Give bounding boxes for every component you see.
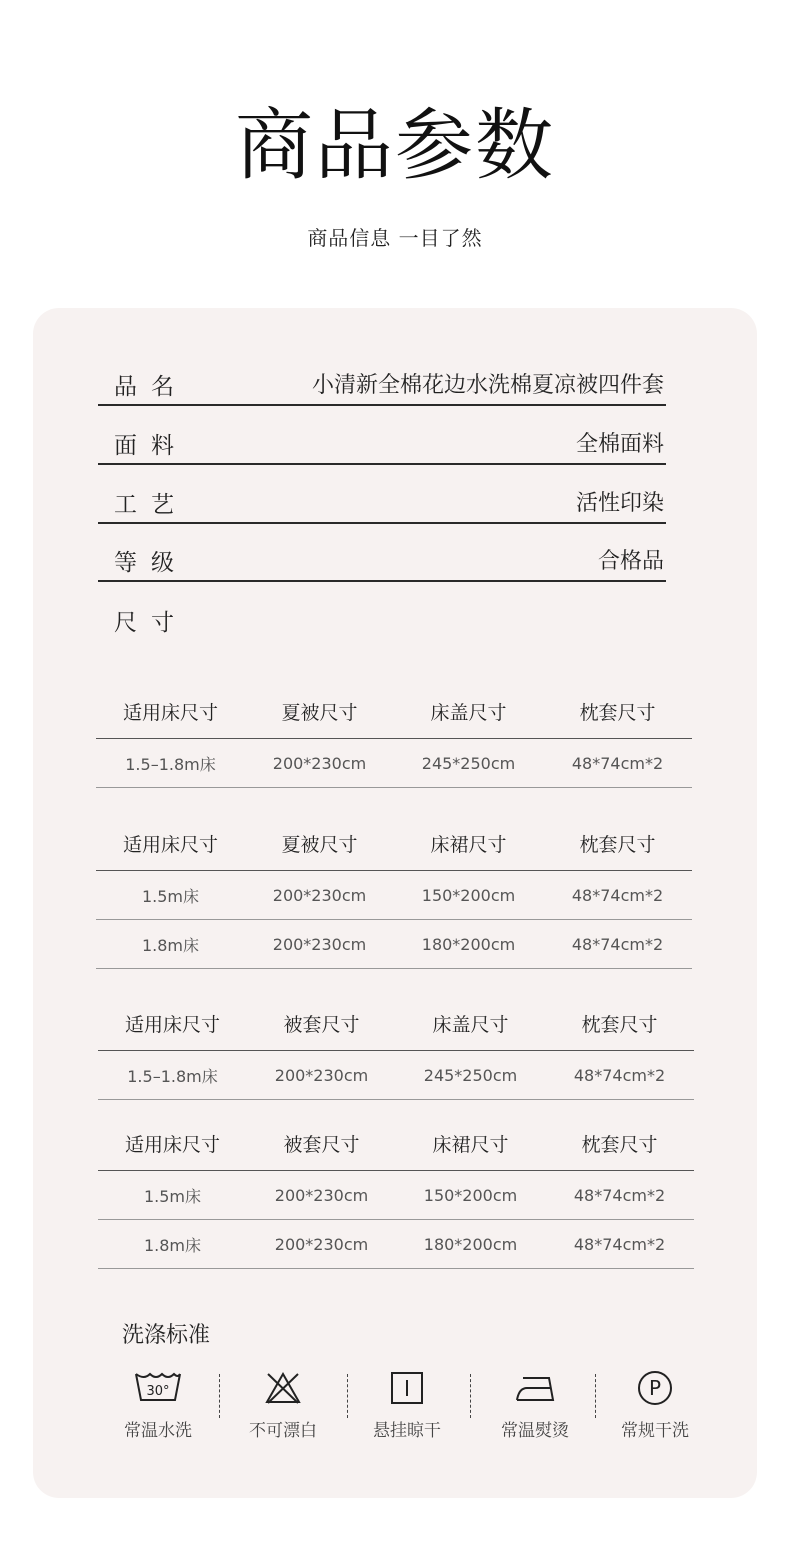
table-cell: 245*250cm [423,1065,518,1085]
table-header-cell: 被套尺寸 [283,1133,360,1156]
table-header-cell: 枕套尺寸 [579,701,656,724]
wash-item-dry-clean [600,1368,710,1448]
table-header-cell: 床盖尺寸 [432,1013,509,1036]
wash-30-icon [103,1368,213,1408]
wash-label: 常温水洗 [124,1421,192,1441]
wash-temp-badge: 30° [146,1384,170,1399]
table-row [96,871,692,920]
size-table-2 [96,812,692,969]
table-header-row [98,992,694,1051]
wash-label: 常温熨烫 [501,1421,569,1441]
table-row [96,739,692,788]
table-header-cell: 枕套尺寸 [581,1013,658,1036]
table-row [98,1171,694,1220]
table-header-row [96,680,692,739]
param-row-name [98,360,666,406]
table-cell: 245*250cm [421,753,516,773]
table-cell: 150*200cm [423,1185,518,1205]
table-cell: 48*74cm*2 [573,1065,666,1085]
table-cell: 180*200cm [423,1234,518,1254]
param-value: 全棉面料 [575,432,664,457]
param-row-size [98,596,666,640]
wash-item-iron [480,1368,590,1448]
table-cell: 48*74cm*2 [571,885,664,905]
table-cell: 48*74cm*2 [571,934,664,954]
table-cell: 180*200cm [421,934,516,954]
table-cell: 1.5m床 [143,1186,202,1206]
table-cell: 200*230cm [274,1185,369,1205]
table-header-cell: 适用床尺寸 [122,701,218,724]
size-table-1 [96,680,692,788]
table-header-cell: 适用床尺寸 [122,833,218,856]
param-value: 合格品 [597,549,664,574]
table-cell: 200*230cm [274,1234,369,1254]
table-row [98,1051,694,1100]
table-cell: 48*74cm*2 [571,753,664,773]
param-label: 等级 [114,550,188,576]
table-header-cell: 夏被尺寸 [281,701,358,724]
no-bleach-icon [228,1368,338,1408]
wash-label: 常规干洗 [621,1421,689,1441]
size-table-4 [98,1112,694,1269]
table-cell: 1.8m床 [143,1235,202,1255]
page-title: 商品参数 [234,101,555,191]
table-cell: 200*230cm [274,1065,369,1085]
param-label: 品名 [114,374,188,400]
page-subtitle: 商品信息 一目了然 [307,226,483,250]
table-cell: 1.8m床 [141,935,200,955]
wash-divider [219,1374,220,1418]
table-cell: 200*230cm [272,934,367,954]
size-table-3 [98,992,694,1100]
wash-divider [347,1374,348,1418]
param-value: 活性印染 [575,491,664,516]
wash-item-no-bleach [228,1368,338,1448]
param-row-craft [98,478,666,524]
table-header-cell: 床盖尺寸 [430,701,507,724]
table-cell: 200*230cm [272,753,367,773]
param-row-grade [98,536,666,582]
table-header-cell: 夏被尺寸 [281,833,358,856]
param-value: 小清新全棉花边水洗棉夏凉被四件套 [311,373,664,398]
table-cell: 1.5–1.8m床 [125,754,216,774]
line-dry-icon [352,1368,462,1408]
table-header-row [98,1112,694,1171]
table-header-cell: 枕套尺寸 [581,1133,658,1156]
table-header-cell: 床裙尺寸 [432,1133,509,1156]
iron-icon [480,1368,590,1408]
table-row [96,920,692,969]
param-label: 工艺 [114,492,188,518]
table-header-cell: 适用床尺寸 [124,1133,220,1156]
wash-divider [470,1374,471,1418]
table-header-row [96,812,692,871]
table-cell: 200*230cm [272,885,367,905]
wash-label: 悬挂晾干 [373,1421,441,1441]
table-cell: 48*74cm*2 [573,1185,666,1205]
table-cell: 48*74cm*2 [573,1234,666,1254]
washing-title: 洗涤标准 [122,1323,211,1348]
wash-item-normal-wash [103,1368,213,1448]
table-cell: 1.5–1.8m床 [127,1066,218,1086]
table-cell: 1.5m床 [141,886,200,906]
param-label: 面料 [114,433,188,459]
table-header-cell: 适用床尺寸 [124,1013,220,1036]
wash-item-line-dry [352,1368,462,1448]
table-cell: 150*200cm [421,885,516,905]
param-row-fabric [98,419,666,465]
table-row [98,1220,694,1269]
table-header-cell: 被套尺寸 [283,1013,360,1036]
table-header-cell: 床裙尺寸 [430,833,507,856]
param-label: 尺寸 [114,610,188,636]
dry-clean-badge: P [648,1376,662,1400]
table-header-cell: 枕套尺寸 [579,833,656,856]
dry-clean-p-icon [600,1368,710,1408]
wash-label: 不可漂白 [249,1421,317,1441]
wash-divider [595,1374,596,1418]
